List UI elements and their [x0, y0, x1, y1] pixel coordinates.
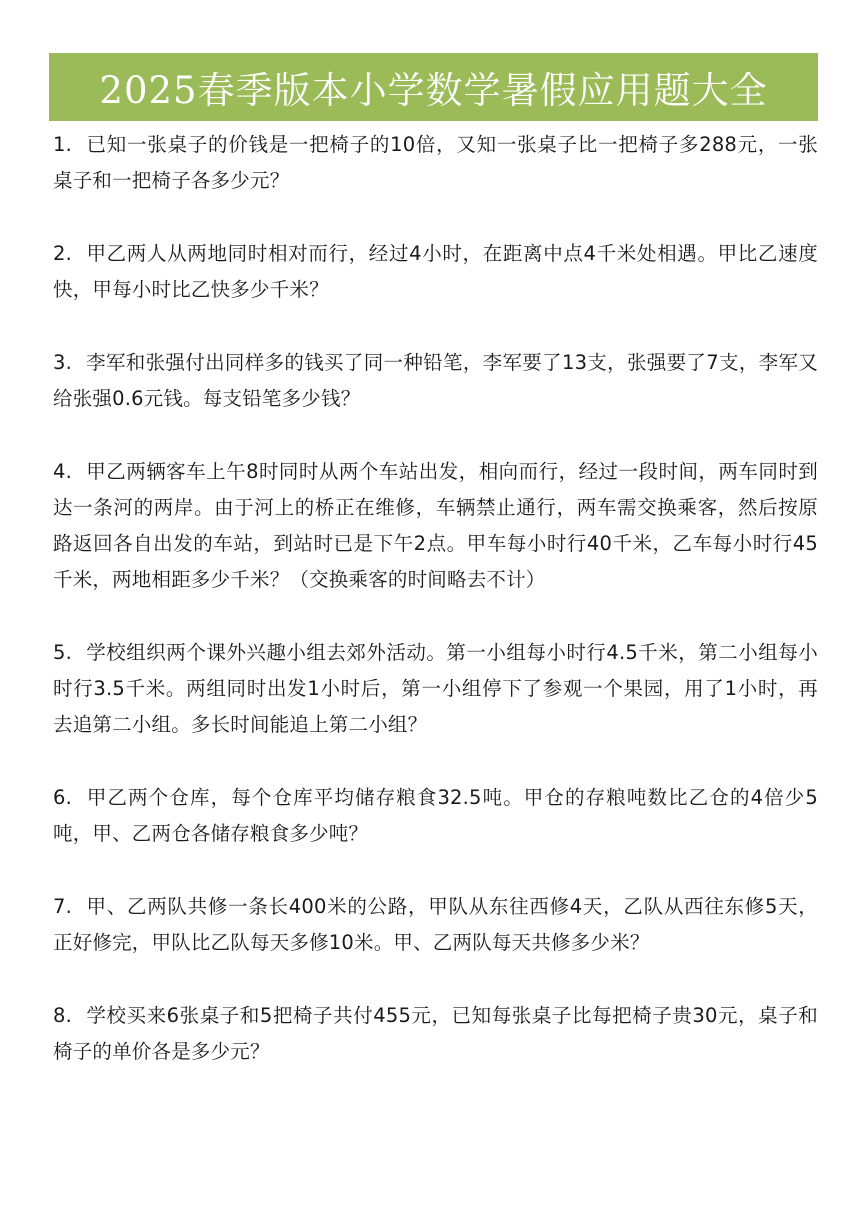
question-number: 3. — [53, 351, 73, 374]
question-number: 1. — [53, 133, 73, 156]
question-item — [53, 998, 818, 1070]
question-text: 甲乙两个仓库，每个仓库平均储存粮食32.5吨。甲仓的存粮吨数比乙仓的4倍少5吨，甲、乙两仓各储存粮食多少吨？ — [53, 786, 818, 845]
question-item — [53, 635, 818, 743]
question-list — [53, 127, 818, 1107]
question-item — [53, 345, 818, 417]
question-number: 6. — [53, 786, 73, 809]
question-text: 李军和张强付出同样多的钱买了同一种铅笔，李军要了13支，张强要了7支，李军又给张强0.6元钱。每支铅笔多少钱？ — [53, 351, 818, 410]
question-number: 5. — [53, 641, 73, 664]
question-text: 甲、乙两队共修一条长400米的公路，甲队从东往西修4天，乙队从西往东修5天，正好修完，甲队比乙队每天多修10米。甲、乙两队每天共修多少米？ — [53, 895, 818, 954]
question-text: 学校组织两个课外兴趣小组去郊外活动。第一小组每小时行4.5千米，第二小组每小时行3.5千米。两组同时出发1小时后，第一小组停下了参观一个果园，用了1小时，再去追第二小组。多长时间能追上第二小组？ — [53, 641, 818, 736]
question-number: 7. — [53, 895, 73, 918]
question-number: 8. — [53, 1004, 73, 1027]
page-title: 2025春季版本小学数学暑假应用题大全 — [99, 69, 768, 112]
question-text: 学校买来6张桌子和5把椅子共付455元，已知每张桌子比每把椅子贵30元，桌子和椅子的单价各是多少元？ — [53, 1004, 818, 1063]
question-number: 2. — [53, 242, 73, 265]
question-text: 甲乙两人从两地同时相对而行，经过4小时，在距离中点4千米处相遇。甲比乙速度快，甲每小时比乙快多少千米？ — [53, 242, 818, 301]
question-item — [53, 780, 818, 852]
question-number: 4. — [53, 460, 73, 483]
question-item — [53, 127, 818, 199]
question-item — [53, 889, 818, 961]
question-text: 已知一张桌子的价钱是一把椅子的10倍，又知一张桌子比一把椅子多288元，一张桌子和一把椅子各多少元？ — [53, 133, 818, 192]
question-text: 甲乙两辆客车上午8时同时从两个车站出发，相向而行，经过一段时间，两车同时到达一条河的两岸。由于河上的桥正在维修，车辆禁止通行，两车需交换乘客，然后按原路返回各自出发的车站，到站时已是下午2点。甲车每小时行40千米，乙车每小时行45千米，两地相距多少千米？（交换乘客的时间略去不计） — [53, 460, 818, 591]
title-banner — [49, 53, 818, 121]
question-item — [53, 236, 818, 308]
question-item — [53, 454, 818, 598]
